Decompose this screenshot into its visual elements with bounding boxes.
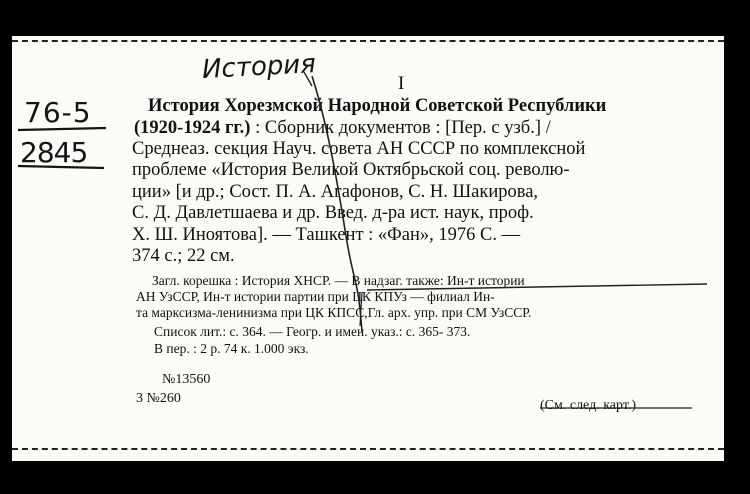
note-line-5: В пер. : 2 р. 74 к. 1.000 экз.: [154, 341, 309, 356]
handwritten-shelf-mark-top: 76-5: [24, 96, 92, 129]
note-line-1: Загл. корешка : История ХНСР. — В надзаг. также: Ин-т истории: [152, 273, 525, 288]
vertical-pen-stroke: [312, 76, 362, 332]
body-line-1: Среднеаз. секция Науч. совета АН СССР по комплексной: [132, 139, 586, 159]
subject-heading-tick: [304, 72, 312, 86]
body-line-3: ции» [и др.; Сост. П. А. Агафонов, С. Н. Шакирова,: [132, 182, 539, 202]
body-line-6: 374 с.; 22 см.: [132, 246, 235, 266]
title-years: (1920-1924 гг.): [134, 118, 251, 138]
title-line-1: История Хорезмской Народной Советской Республики: [148, 96, 607, 116]
note-line-2: АН УзССР, Ин-т истории партии при ЦК КПУз — филиал Ин-: [136, 289, 495, 304]
body-line-2: проблеме «История Великой Октябрьской соц. револю-: [132, 160, 570, 180]
handwritten-shelf-mark-bottom: 2845: [20, 136, 88, 169]
section-numeral: I: [398, 73, 405, 94]
body-line-5: Х. Ш. Иноятова]. — Ташкент : «Фан», 1976 С. —: [132, 225, 521, 245]
shelf-mark-underline-1: [18, 128, 106, 130]
handwritten-subject-heading: История: [201, 49, 317, 85]
pen-marks: [12, 36, 724, 461]
note-line-3: та марксизма-ленинизма при ЦК КПСС,Гл. арх. упр. при СМ УзССР.: [136, 305, 532, 320]
body-line-4: С. Д. Давлетшаева и др. Введ. д-ра ист. наук, проф.: [132, 203, 534, 223]
title-subtitle: : Сборник документов : [Пер. с узб.] /: [250, 118, 551, 138]
note-line-4: Список лит.: с. 364. — Геогр. и имен. указ.: с. 365- 373.: [154, 324, 471, 339]
shelf-mark-underline-2: [18, 166, 104, 168]
order-number: 3 №260: [136, 391, 181, 406]
see-next-card-note: (См. след. карт.): [540, 398, 637, 413]
inventory-number: №13560: [162, 372, 211, 387]
catalog-card: [12, 36, 724, 461]
note-underline: [367, 284, 707, 290]
